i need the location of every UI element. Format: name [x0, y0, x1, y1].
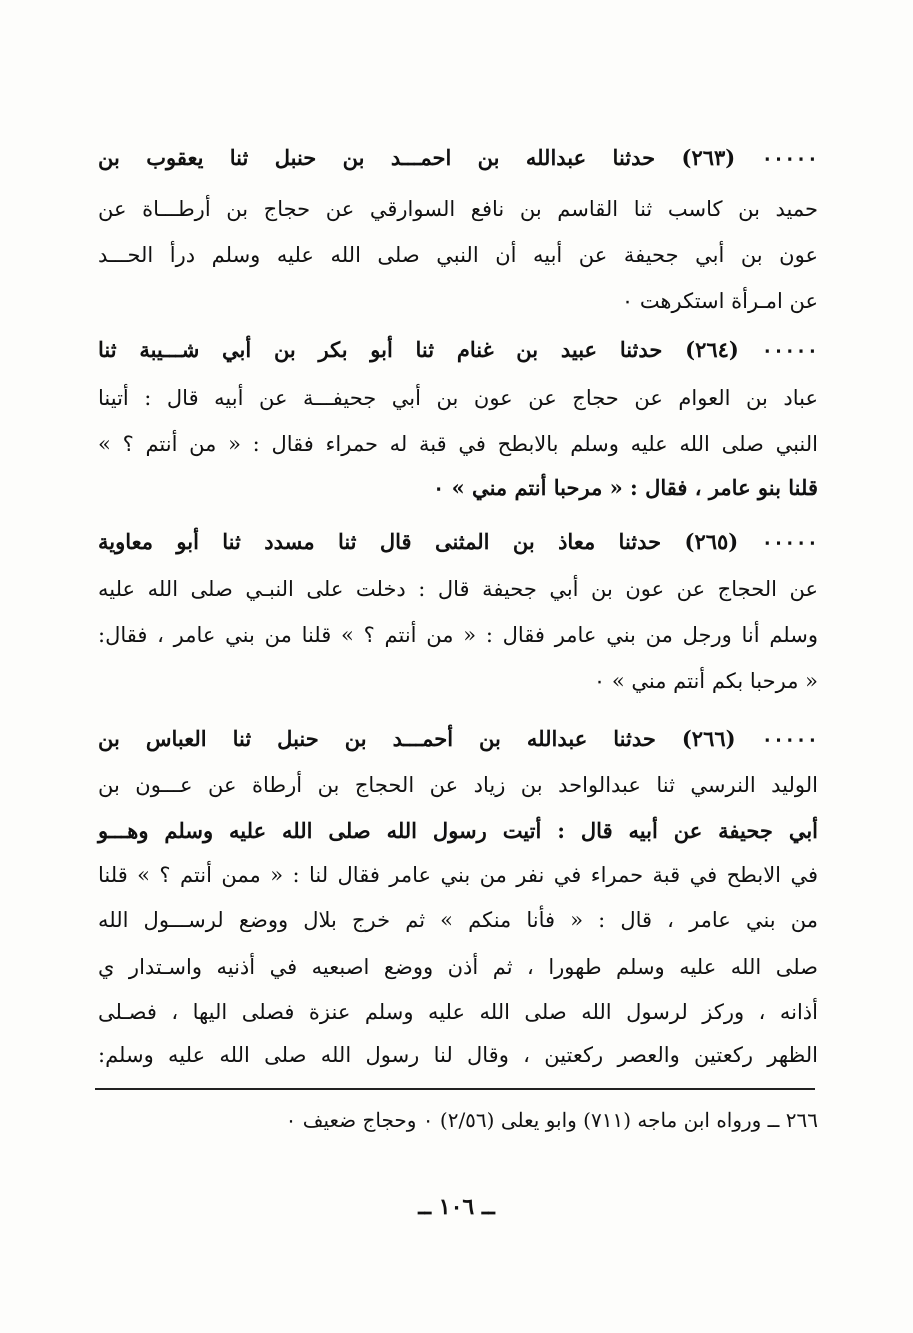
hadith-265-line-3: وسلم أنا ورجل من بني عامر فقال : « من أنتم ؟ » قلنا من بني عامر ، فقال: [98, 623, 818, 647]
hadith-265-line-1: ٠٠٠٠٠ (٢٦٥) حدثنا معاذ بن المثنى قال ثنا مسدد ثنا أبو معاوية [98, 529, 819, 554]
hadith-266-line-2: الوليد النرسي ثنا عبدالواحد بن زياد عن الحجاج بن أرطاة عن عـــون بن [98, 773, 818, 797]
hadith-264-line-4: قلنا بنو عامر ، فقال : « مرحبا أنتم مني » ٠ [433, 475, 818, 500]
hadith-265-line-4: « مرحبا بكم أنتم مني » ٠ [593, 669, 818, 693]
hadith-264-line-1: ٠٠٠٠٠ (٢٦٤) حدثنا عبيد بن غنام ثنا أبو بكر بن أبي شـــيبة ثنا [98, 337, 818, 362]
page-number: ــ ١٠٦ ــ [418, 1194, 495, 1220]
footnote-separator [95, 1088, 815, 1090]
hadith-266-line-6: صلى الله عليه وسلم طهورا ، ثم أذن ووضع اصبعيه في أذنيه واسـتدار ي [98, 955, 818, 979]
hadith-266-line-8: الظهر ركعتين والعصر ركعتين ، وقال لنا رسول الله صلى الله عليه وسلم: [98, 1043, 818, 1067]
hadith-265-line-2: عن الحجاج عن عون بن أبي جحيفة قال : دخلت على النبـي صلى الله عليه [98, 577, 818, 601]
hadith-266-line-3: أبي جحيفة عن أبيه قال : أتيت رسول الله صلى الله عليه وسلم وهـــو [98, 818, 818, 843]
hadith-266-line-5: من بني عامر ، قال : « فأنا منكم » ثم خرج بلال ووضع لرســـول الله [98, 908, 818, 932]
hadith-264-line-2: عباد بن العوام عن حجاج عن عون بن أبي جحيفـــة عن أبيه قال : أتينا [98, 386, 818, 410]
hadith-266-line-1: ٠٠٠٠٠ (٢٦٦) حدثنا عبدالله بن أحمـــد بن حنبل ثنا العباس بن [98, 726, 818, 751]
hadith-266-line-7: أذانه ، وركز لرسول الله صلى الله عليه وسلم عنزة فصلى اليها ، فصـلى [98, 1000, 818, 1024]
hadith-263-line-4: عن امـرأة استكرهت ٠ [621, 289, 818, 313]
hadith-266-line-4: في الابطح في قبة حمراء في نفر من بني عامر فقال لنا : « ممن أنتم ؟ » قلنا [98, 863, 818, 887]
hadith-263-line-3: عون بن أبي جحيفة عن أبيه أن النبي صلى الله عليه وسلم درأ الحـــد [98, 243, 818, 267]
hadith-264-line-3: النبي صلى الله عليه وسلم بالابطح في قبة له حمراء فقال : « من أنتم ؟ » [98, 432, 818, 456]
hadith-263-line-1: ٠٠٠٠٠ (٢٦٣) حدثنا عبدالله بن احمـــد بن حنبل ثنا يعقوب بن [98, 145, 818, 170]
hadith-263-line-2: حميد بن كاسب ثنا القاسم بن نافع السوارقي عن حجاج بن أرطـــاة عن [98, 197, 818, 221]
footnote: ٢٦٦ ــ ورواه ابن ماجه (٧١١) وابو يعلى (٢/٥٦) ٠ وحجاج ضعيف ٠ [285, 1108, 818, 1132]
